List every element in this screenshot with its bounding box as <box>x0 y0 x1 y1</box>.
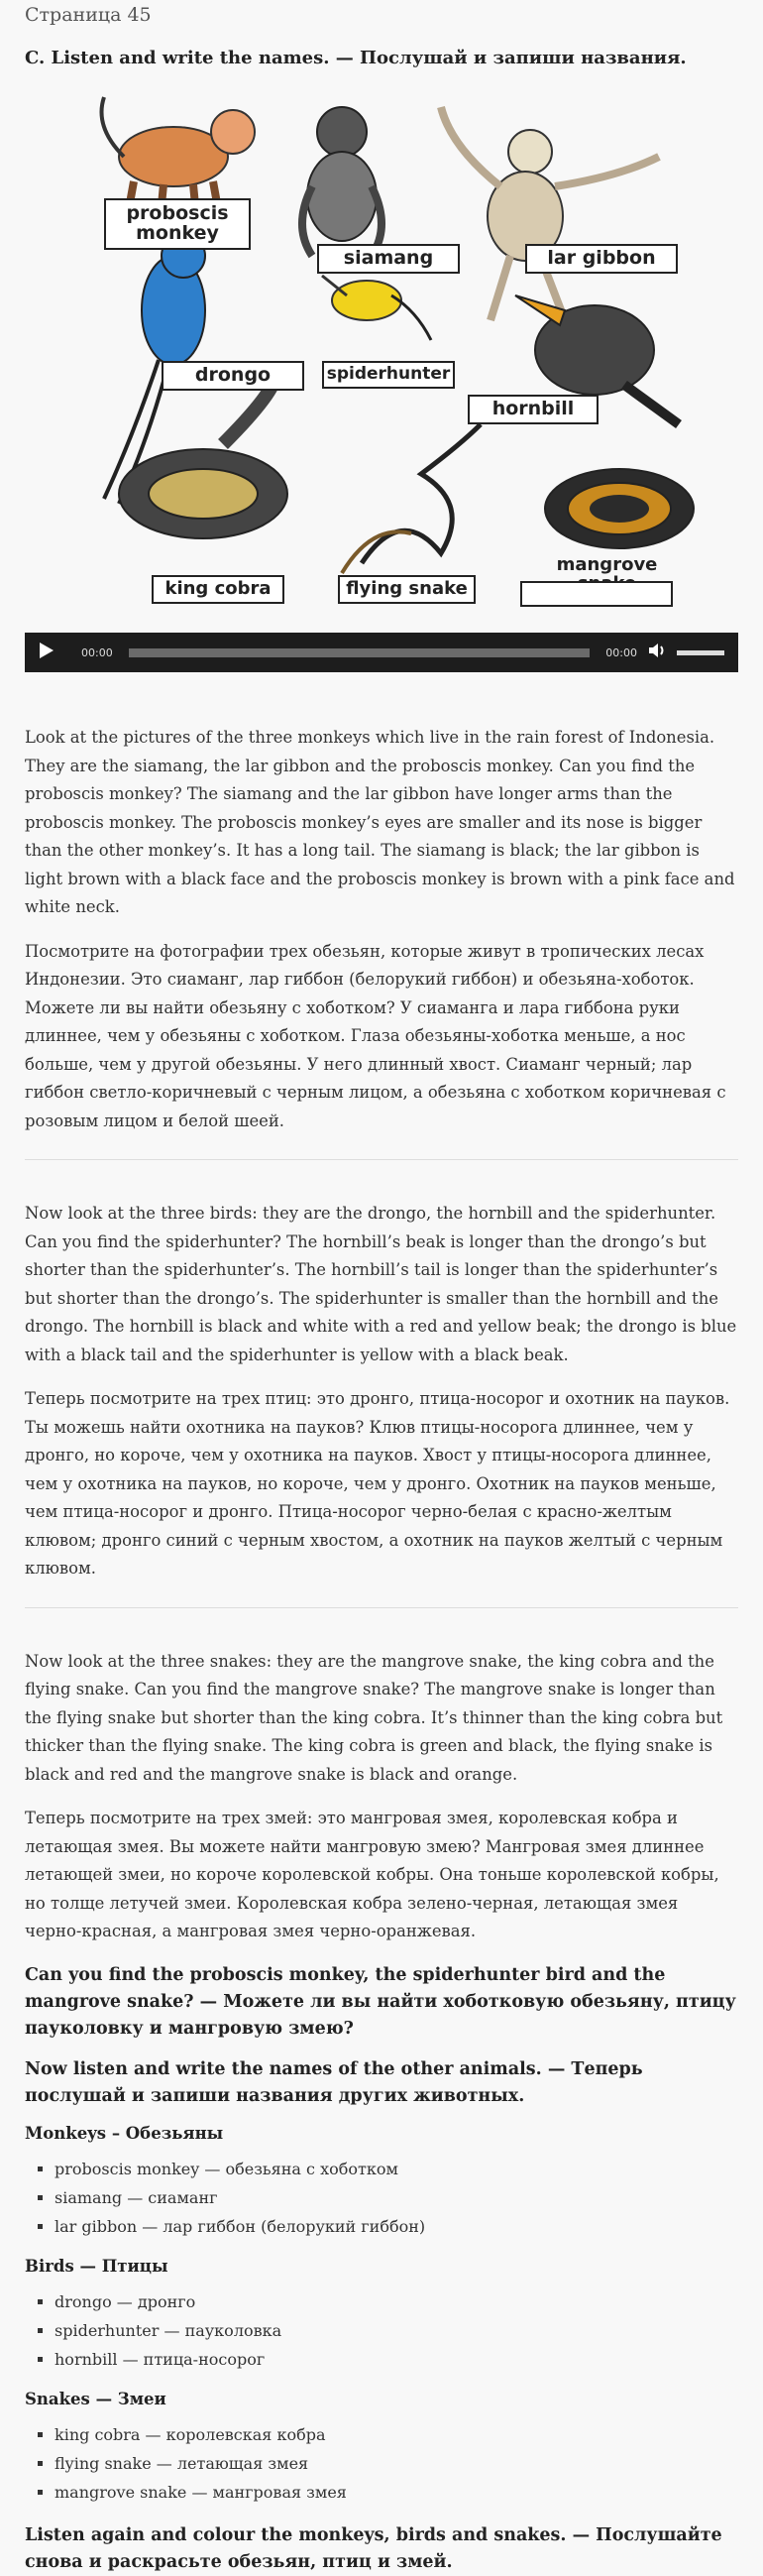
divider <box>25 1159 738 1160</box>
snakes-text-en: Now look at the three snakes: they are the mangrove snake, the king cobra and the flying snake. Can you find the mangrove snake? The mangrove snake is longer than the flying snake but shorter than the king cobra. It’s thinner than the king cobra but thicker than the flying snake. The king cobra is green and black, the flying snake is black and red and the mangrove snake is black and orange. <box>25 1651 723 1784</box>
divider <box>25 1607 738 1608</box>
list-item: ▪ king cobra — королевская кобра <box>54 2420 738 2449</box>
list-item: ▪ mangrove snake — мангровая змея <box>54 2478 738 2507</box>
instruction: Now listen and write the names of the other animals. — Теперь послушай и запиши названия других животных. <box>25 2058 643 2107</box>
label-mangrove-snake: mangrove <box>556 554 658 576</box>
list-item: ▪ spiderhunter — пауколовка <box>54 2316 738 2345</box>
label-flying-snake: flying snake <box>338 575 476 604</box>
flying-snake-drawing <box>342 424 481 573</box>
birds-text-ru: Теперь посмотрите на трех птиц: это дронго, птица-носорог и охотник на пауков. Ты можешь найти охотника на пауков? Клюв птицы-носорога длиннее, чем у дронго, но короче, чем у охотника на пауков. Хвост у птицы-носорога длиннее, чем у охотника на пауков, но короче, чем у дронго. Охотник на пауков меньше, чем птица-носорог и дронго. Птица-носорог черно-белая с красно-желтым клювом; дронго синий с черным хвостом, а охотник на пауков желтый с черным клювом. <box>25 1389 730 1579</box>
vocab-list-snakes <box>25 2420 738 2507</box>
current-time: 00:00 <box>81 645 113 659</box>
volume-slider[interactable] <box>677 650 724 655</box>
king-cobra-drawing <box>119 385 287 538</box>
birds-text-en: Now look at the three birds: they are the drongo, the hornbill and the spiderhunter. Can you find the spiderhunter? The hornbill’s beak is longer than the drongo’s but shorter than the spiderhunter’s. The hornbill’s tail is longer than the spiderhunter’s but shorter than the drongo’s. The spiderhunter is smaller than the hornbill and the drongo. The hornbill is black and white with a red and yellow beak; the drongo is blue with a black tail and the spiderhunter is yellow with a black beak. <box>25 1204 737 1364</box>
duration: 00:00 <box>605 645 637 659</box>
list-item: ▪ lar gibbon — лар гиббон (белорукий гиббон) <box>54 2212 738 2241</box>
exercise-title: C. Listen and write the names. — Послушай и запиши названия. <box>25 48 687 68</box>
monkeys-text-en: Look at the pictures of the three monkeys which live in the rain forest of Indonesia. They are the siamang, the lar gibbon and the proboscis monkey. Can you find the proboscis monkey? The siamang and the lar gibbon have longer arms than the proboscis monkey. The proboscis monkey’s eyes are smaller and its nose is bigger than the other monkey’s. It has a long tail. The siamang is black; the lar gibbon is light brown with a black face and the proboscis monkey is brown with a pink face and white neck. <box>25 728 735 917</box>
blank-answer-box <box>520 581 673 607</box>
question: Can you find the proboscis monkey, the spiderhunter bird and the mangrove snake? — Можете ли вы найти хоботковую обезьяну, птицу пауколовку и мангровую змею? <box>25 1964 736 2039</box>
list-item: ▪ proboscis monkey — обезьяна с хоботком <box>54 2155 738 2183</box>
label-proboscis-monkey: proboscis monkey <box>104 198 251 250</box>
label-lar-gibbon: lar gibbon <box>525 244 678 274</box>
final-instruction: Listen again and colour the monkeys, birds and snakes. — Послушайте снова и раскрасьте обезьян, птиц и змей. <box>25 2525 722 2573</box>
vocab-heading-birds: Birds — Птицы <box>25 2257 168 2277</box>
vocab-heading-monkeys: Monkeys – Обезьяны <box>25 2124 224 2144</box>
lar-gibbon-drawing <box>441 107 659 320</box>
spiderhunter-drawing <box>322 276 431 340</box>
vocab-list-monkeys <box>25 2155 738 2241</box>
mangrove-snake-drawing <box>545 469 694 548</box>
play-icon <box>40 643 54 658</box>
seek-bar[interactable] <box>129 648 591 657</box>
label-drongo: drongo <box>162 361 304 391</box>
monkeys-text-ru: Посмотрите на фотографии трех обезьян, которые живут в тропических лесах Индонезии. Это сиаманг, лар гиббон (белорукий гиббон) и обезьяна-хоботок. Можете ли вы найти обезьяну с хоботком? У сиаманга и лара гиббона руки длиннее, чем у обезьяны с хоботком. Глаза обезьяны-хоботка меньше, а нос больше, чем у другой обезьяны. У него длинный хвост. Сиаманг черный; лар гиббон светло-коричневый с черным лицом, а обезьяна с хоботком коричневая с розовым лицом и белой шеей. <box>25 941 726 1130</box>
volume-icon <box>649 643 667 658</box>
list-item: ▪ siamang — сиаманг <box>54 2183 738 2212</box>
mute-button[interactable] <box>649 643 671 662</box>
list-item: ▪ drongo — дронго <box>54 2287 738 2316</box>
list-item: ▪ flying snake — летающая змея <box>54 2449 738 2478</box>
label-hornbill: hornbill <box>468 395 599 424</box>
animals-illustration <box>25 87 738 613</box>
label-siamang: siamang <box>317 244 460 274</box>
page-number: Страница 45 <box>25 4 152 26</box>
vocab-list-birds <box>25 2287 738 2374</box>
snakes-text-ru: Теперь посмотрите на трех змей: это мангровая змея, королевская кобра и летающая змея. Вы можете найти мангровую змею? Мангровая змея длиннее летающей змеи, но короче королевской кобры. Она тоньше королевской кобры, но толще летучей змеи. Королевская кобра зелено-черная, летающая змея черно-красная, а мангровая змея черно-оранжевая. <box>25 1809 719 1941</box>
audio-player <box>25 633 738 672</box>
label-king-cobra: king cobra <box>152 575 284 604</box>
list-item: ▪ hornbill — птица-носорог <box>54 2345 738 2374</box>
siamang-drawing <box>302 107 382 256</box>
label-spiderhunter: spiderhunter <box>322 361 455 389</box>
play-button[interactable] <box>40 643 67 662</box>
vocab-heading-snakes: Snakes — Змеи <box>25 2390 166 2409</box>
